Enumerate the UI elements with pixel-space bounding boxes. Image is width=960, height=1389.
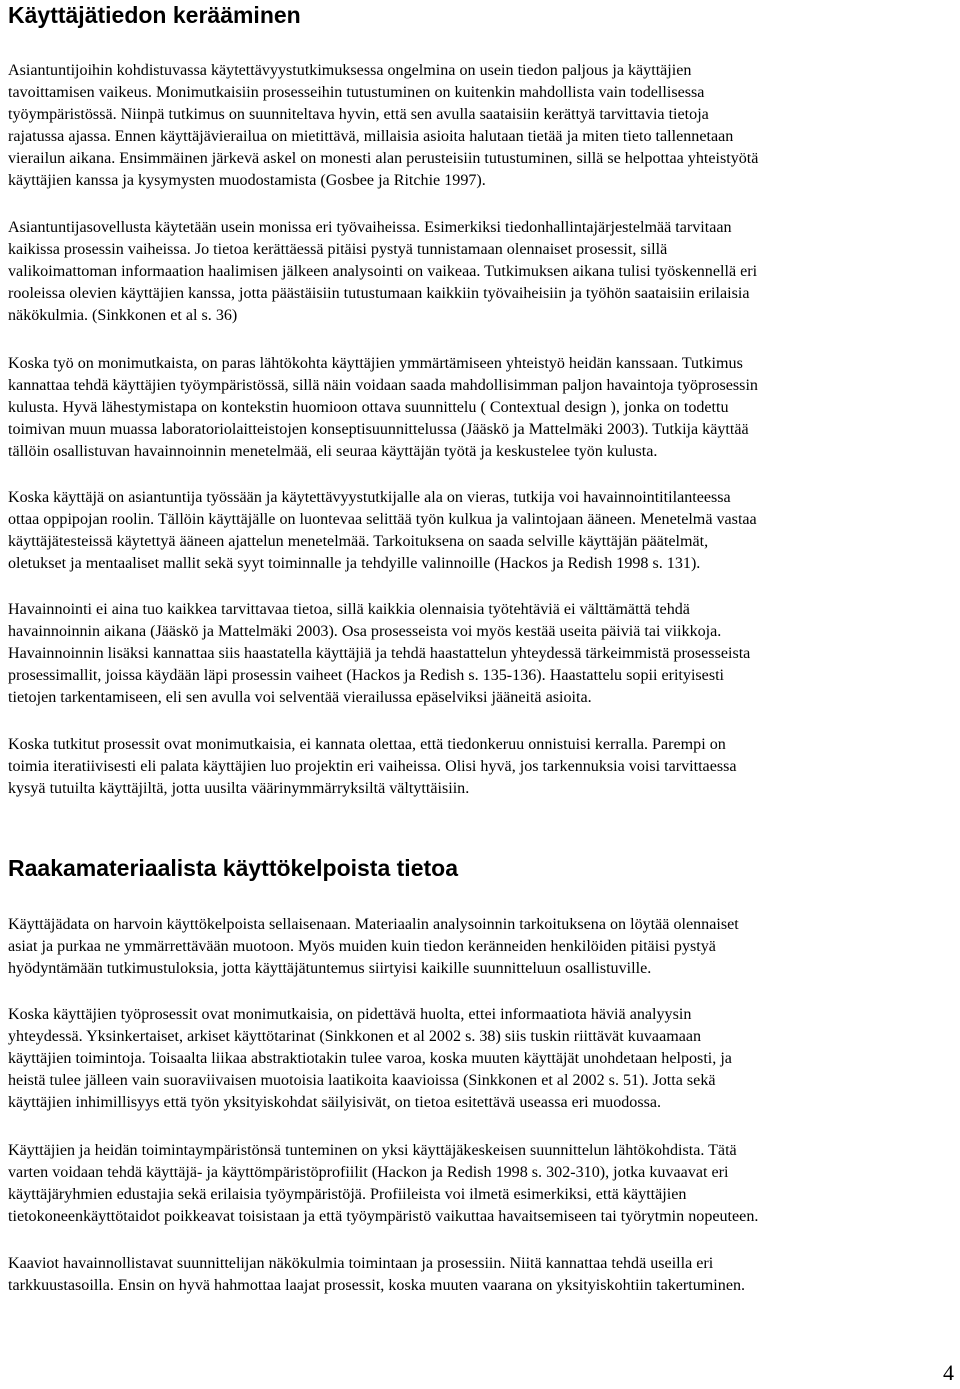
paragraph bbox=[8, 353, 952, 463]
text-line: käyttäjätesteissä käytettyä ääneen ajattelun menetelmää. Tarkoituksena on saada selville käyttäjän päätelmät, bbox=[8, 533, 709, 551]
text-line: kysyä tutuilta käyttäjiltä, jotta uusilta väärinymmärryksiltä vältyttäisiin. bbox=[8, 780, 470, 798]
text-line: tietokoneenkäyttötaidot poikkeavat toisistaan ja että työympäristö vaikuttaa havaitsemiseen tai työrytmin nopeuteen. bbox=[8, 1208, 759, 1226]
text-line: hyödyntämään tutkimustuloksia, jotta käyttäjätuntemus siirtyisi kaikille suunnitteluun osallistuville. bbox=[8, 960, 652, 978]
text-line: kaikissa prosessin vaiheissa. Jo tietoa kerättäessä pitäisi pystyä tunnistamaan olennaiset prosessit, sillä bbox=[8, 241, 668, 259]
text-line: ottaa oppipojan roolin. Tällöin käyttäjälle on luontevaa selittää työn kulkua ja valintojaan ääneen. Menetelmä vastaa bbox=[8, 511, 757, 529]
paragraph bbox=[8, 60, 952, 193]
text-line: vierailun aikana. Ensimmäinen järkevä askel on monesti alan perusteisiin tutustuminen, sillä se helpottaa yhteistyötä bbox=[8, 150, 759, 168]
text-line: Koska tutkitut prosessit ovat monimutkaisia, ei kannata olettaa, että tiedonkeruu onnistuisi kerralla. Parempi on bbox=[8, 736, 726, 753]
text-line: toimia iteratiivisesti eli palata käyttäjien luo projektin eri vaiheissa. Olisi hyvä, jos tarkennuksia voisi tarvittaessa bbox=[8, 758, 737, 776]
text-line: heistä tulee jälleen vain suoraviivaisen muotoisia laatikoita kaavioissa (Sinkkonen et al 2002 s. 51). Jotta sekä bbox=[8, 1072, 716, 1090]
section-title-kayttajatiedon-keraaminen: Käyttäjätiedon kerääminen bbox=[8, 2, 301, 28]
text-line: oletukset ja mentaaliset mallit sekä syyt toiminnalle ja tehdyille valinnoille (Hackos ja Redish 1998 s. 131). bbox=[8, 555, 701, 573]
text-line: Asiantuntijasovellusta käytetään usein monissa eri työvaiheissa. Esimerkiksi tiedonhallintajärjestelmää tarvitaan bbox=[8, 219, 732, 236]
paragraph bbox=[8, 1004, 952, 1114]
text-line: tarkkuustasoilla. Ensin on hyvä hahmottaa laajat prosessit, koska muuten vaarana on yksityiskohtiin takertuminen. bbox=[8, 1277, 746, 1295]
text-line: käyttäjien toimintoja. Toisaalta liikaa abstraktiotakin tulee varoa, koska muuten käyttäjät unohdetaan helposti, ja bbox=[8, 1050, 732, 1068]
text-line: rajatussa ajassa. Ennen käyttäjävierailua on mietittävä, millaisia asioita halutaan tietää ja miten tieto tallennetaan bbox=[8, 128, 734, 146]
text-line: prosessimallit, joissa käydään läpi prosessin vaiheet (Hackos ja Redish s. 135-136). Haastattelu sopii erityisesti bbox=[8, 667, 725, 685]
text-line: tavoittamisen vaikeus. Monimutkaisiin prosesseihin tutustuminen on kuitenkin mahdollista vain todellisessa bbox=[8, 84, 705, 102]
text-line: näkökulmia. (Sinkkonen et al s. 36) bbox=[8, 307, 238, 325]
text-line: rooleissa olevien käyttäjien kanssa, jotta päästäisiin tutustumaan kaikkiin työvaiheisiin ja työhön saataisiin erilaisia bbox=[8, 285, 750, 303]
text-line: Koska käyttäjien työprosessit ovat monimutkaisia, on pidettävä huolta, ettei informaatiota häviä analyysin bbox=[8, 1006, 692, 1023]
text-line: Käyttäjädata on harvoin käyttökelpoista sellaisenaan. Materiaalin analysoinnin tarkoituksena on löytää olennaiset bbox=[8, 916, 739, 933]
text-line: asiat ja purkaa ne ymmärrettävään muotoon. Myös muiden kuin tiedon keränneiden henkilöiden pitäisi pystyä bbox=[8, 938, 716, 956]
text-line: valikoimattoman informaation haalimisen jälkeen analysointi on vaikeaa. Tutkimuksen aikana tulisi työskennellä eri bbox=[8, 263, 758, 281]
section-title-raakamateriaalista: Raakamateriaalista käyttökelpoista tietoa bbox=[8, 855, 458, 881]
paragraph bbox=[8, 217, 952, 327]
text-line: Koska työ on monimutkaista, on paras lähtökohta käyttäjien ymmärtämiseen yhteistyö heidän kanssaan. Tutkimus bbox=[8, 355, 743, 372]
paragraph bbox=[8, 1253, 952, 1297]
text-line: varten voidaan tehdä käyttäjä- ja käyttömpäristöprofiilit (Hackon ja Redish 1998 s. 302-310), jotka kuvaavat eri bbox=[8, 1164, 729, 1182]
text-line: työympäristössä. Niinpä tutkimus on suunniteltava hyvin, että sen avulla saataisiin kerättyä tarvittavia tietoja bbox=[8, 106, 709, 124]
text-line: käyttäjäryhmien edustajia sekä erilaisia työympäristöjä. Profiileista voi ilmetä esimerkiksi, että käyttäjien bbox=[8, 1186, 687, 1204]
paragraph bbox=[8, 487, 952, 575]
text-line: Koska käyttäjä on asiantuntija työssään ja käytettävyystutkijalle ala on vieras, tutkija voi havainnointitilanteessa bbox=[8, 489, 731, 506]
text-line: kannattaa tehdä käyttäjien työympäristössä, sillä näin voidaan saada mahdollisimman paljon havaintoja työprosessin bbox=[8, 377, 758, 395]
text-line: Käyttäjien ja heidän toimintaympäristönsä tunteminen on yksi käyttäjäkeskeisen suunnittelun lähtökohdista. Tätä bbox=[8, 1142, 737, 1159]
text-line: tällöin osallistuvan havainnoinnin menetelmää, eli seuraa käyttäjän työtä ja keskustelee työn kulusta. bbox=[8, 443, 658, 461]
text-line: Asiantuntijoihin kohdistuvassa käytettävyystutkimuksessa ongelmina on usein tiedon paljous ja käyttäjien bbox=[8, 62, 692, 79]
paragraph bbox=[8, 1140, 952, 1228]
text-line: käyttäjien inhimillisyys että työn yksityiskohdat säilyisivät, on tietoa esitettävä useassa eri muodossa. bbox=[8, 1094, 662, 1112]
text-line: tietojen tarkentamiseen, eli sen avulla voi selventää vierailussa epäselviksi jääneitä asioita. bbox=[8, 689, 592, 707]
text-line: kulusta. Hyvä lähestymistapa on kontekstin huomioon ottava suunnittelu ( Contextual design ), jonka on todettu bbox=[8, 399, 729, 417]
text-line: käyttäjien kanssa ja kysymysten muodostamista (Gosbee ja Ritchie 1997). bbox=[8, 172, 486, 190]
page-number: 4 bbox=[943, 1360, 954, 1385]
paragraph bbox=[8, 599, 952, 709]
text-line: yhteydessä. Yksinkertaiset, arkiset käyttötarinat (Sinkkonen et al 2002 s. 38) siis tuskin riittävät kuvaamaan bbox=[8, 1028, 702, 1046]
paragraph bbox=[8, 734, 952, 800]
text-line: Kaaviot havainnollistavat suunnittelijan näkökulmia toimintaan ja prosessiin. Niitä kannattaa tehdä useilla eri bbox=[8, 1255, 714, 1272]
text-line: toimivan muun muassa laboratoriolaitteistojen konseptisuunnittelussa (Jääskö ja Mattelmäki 2003). Tutkija käyttää bbox=[8, 421, 749, 439]
text-line: havainnoinnin aikana (Jääskö ja Mattelmäki 2003). Osa prosesseista voi myös kestää useita päiviä tai viikkoja. bbox=[8, 623, 722, 641]
text-line: Havainnoinnin lisäksi kannattaa siis haastatella käyttäjiä ja tehdä haastattelun yhteydessä tärkeimmistä prosesseista bbox=[8, 645, 751, 663]
text-line: Havainnointi ei aina tuo kaikkea tarvittavaa tietoa, sillä kaikkia olennaisia työtehtäviä ei välttämättä tehdä bbox=[8, 601, 690, 618]
paragraph bbox=[8, 914, 952, 980]
